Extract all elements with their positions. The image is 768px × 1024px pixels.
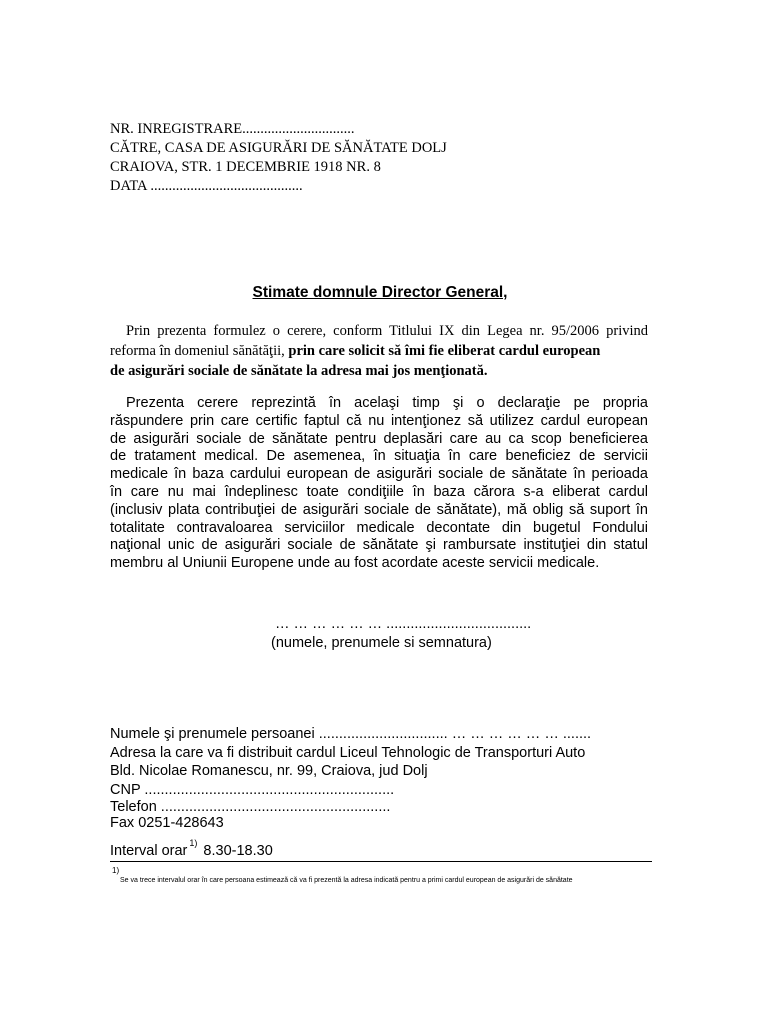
paragraph1-line3	[110, 362, 488, 381]
interval-line	[110, 834, 273, 860]
delivery-address-line2: Bld. Nicolae Romanescu, nr. 99, Craiova, jud Dolj	[110, 763, 428, 779]
recipient-address: CRAIOVA, STR. 1 DECEMBRIE 1918 NR. 8	[110, 159, 381, 175]
paragraph1-line2-bold: prin care solicit să îmi fie eliberat cardul european	[288, 343, 601, 359]
declaration-line: de asigurări sociale de sănătate pentru deplasări care au ca scop beneficierea	[110, 430, 648, 447]
declaration-line: de tratament medical. De asemenea, în situaţia în care beneficiez de servicii	[110, 448, 648, 465]
registration-number: NR. INREGISTRARE...............................	[110, 121, 355, 137]
declaration-line: medicale în baza cardului european de asigurări sociale de sănătate în perioada	[110, 466, 648, 483]
delivery-address-line1: Adresa la care va fi distribuit cardul Liceul Tehnologic de Transporturi Auto	[110, 745, 586, 761]
interval-label: Interval orar	[110, 843, 188, 859]
cnp-line: CNP ..............................................................	[110, 782, 395, 798]
declaration-line: în care nu mai îndeplinesc toate condiţiile în baza cărora s-a eliberat cardul	[110, 483, 648, 500]
paragraph1-line2-normal: reforma în domeniul sănătăţii,	[110, 343, 289, 359]
applicant-name-line: Numele şi prenumele persoanei ................................ … … … … … … .......	[110, 726, 592, 742]
declaration-paragraph	[110, 395, 648, 573]
footnote-text: Se va trece intervalul orar în care persoana estimează că va fi prezentă la adresa indicată pentru a primi cardul european de asigurări de sănătate	[120, 877, 573, 884]
declaration-line: membru al Uniunii Europene unde au fost acordate aceste servicii medicale.	[110, 555, 600, 572]
declaration-line: naţional unic de asigurări sociale de sănătate şi rambursate instituţiei din statul	[110, 537, 648, 554]
paragraph1-line1: Prin prezenta formulez o cerere, conform Titlului IX din Legea nr. 95/2006 privind	[126, 323, 648, 339]
salutation-title: Stimate domnule Director General,	[252, 284, 508, 301]
date-line: DATA ..........................................	[110, 178, 303, 194]
signature-caption: (numele, prenumele si semnatura)	[271, 635, 492, 651]
interval-value: 8.30-18.30	[203, 843, 273, 859]
paragraph1-line2	[110, 342, 600, 361]
footnote-divider	[110, 861, 652, 862]
footnote-mark: 1)	[112, 866, 120, 875]
fax-line: Fax 0251-428643	[110, 815, 224, 831]
paragraph1-line3-bold: de asigurări sociale de sănătate la adresa mai jos menţionată.	[110, 363, 488, 379]
phone-line: Telefon .........................................................	[110, 799, 391, 815]
declaration-line: totalitate contravaloarea serviciilor medicale decontate din bugetul Fondului	[110, 519, 648, 536]
recipient-line: CĂTRE, CASA DE ASIGURĂRI DE SĂNĂTATE DOLJ	[110, 140, 447, 156]
signature-line: … … … … … … ....................................	[275, 616, 532, 632]
interval-footnote-ref: 1)	[189, 838, 198, 848]
declaration-line: Prezenta cerere reprezintă în acelaşi timp şi o declaraţie pe propria	[126, 395, 648, 411]
declaration-line: răspundere prin care certific faptul că nu intenţionez să utilizez cardul european	[110, 412, 648, 429]
declaration-line: (inclusiv plata contribuţiei de asigurări sociale de sănătate), mă oblig să suport în	[110, 501, 648, 518]
